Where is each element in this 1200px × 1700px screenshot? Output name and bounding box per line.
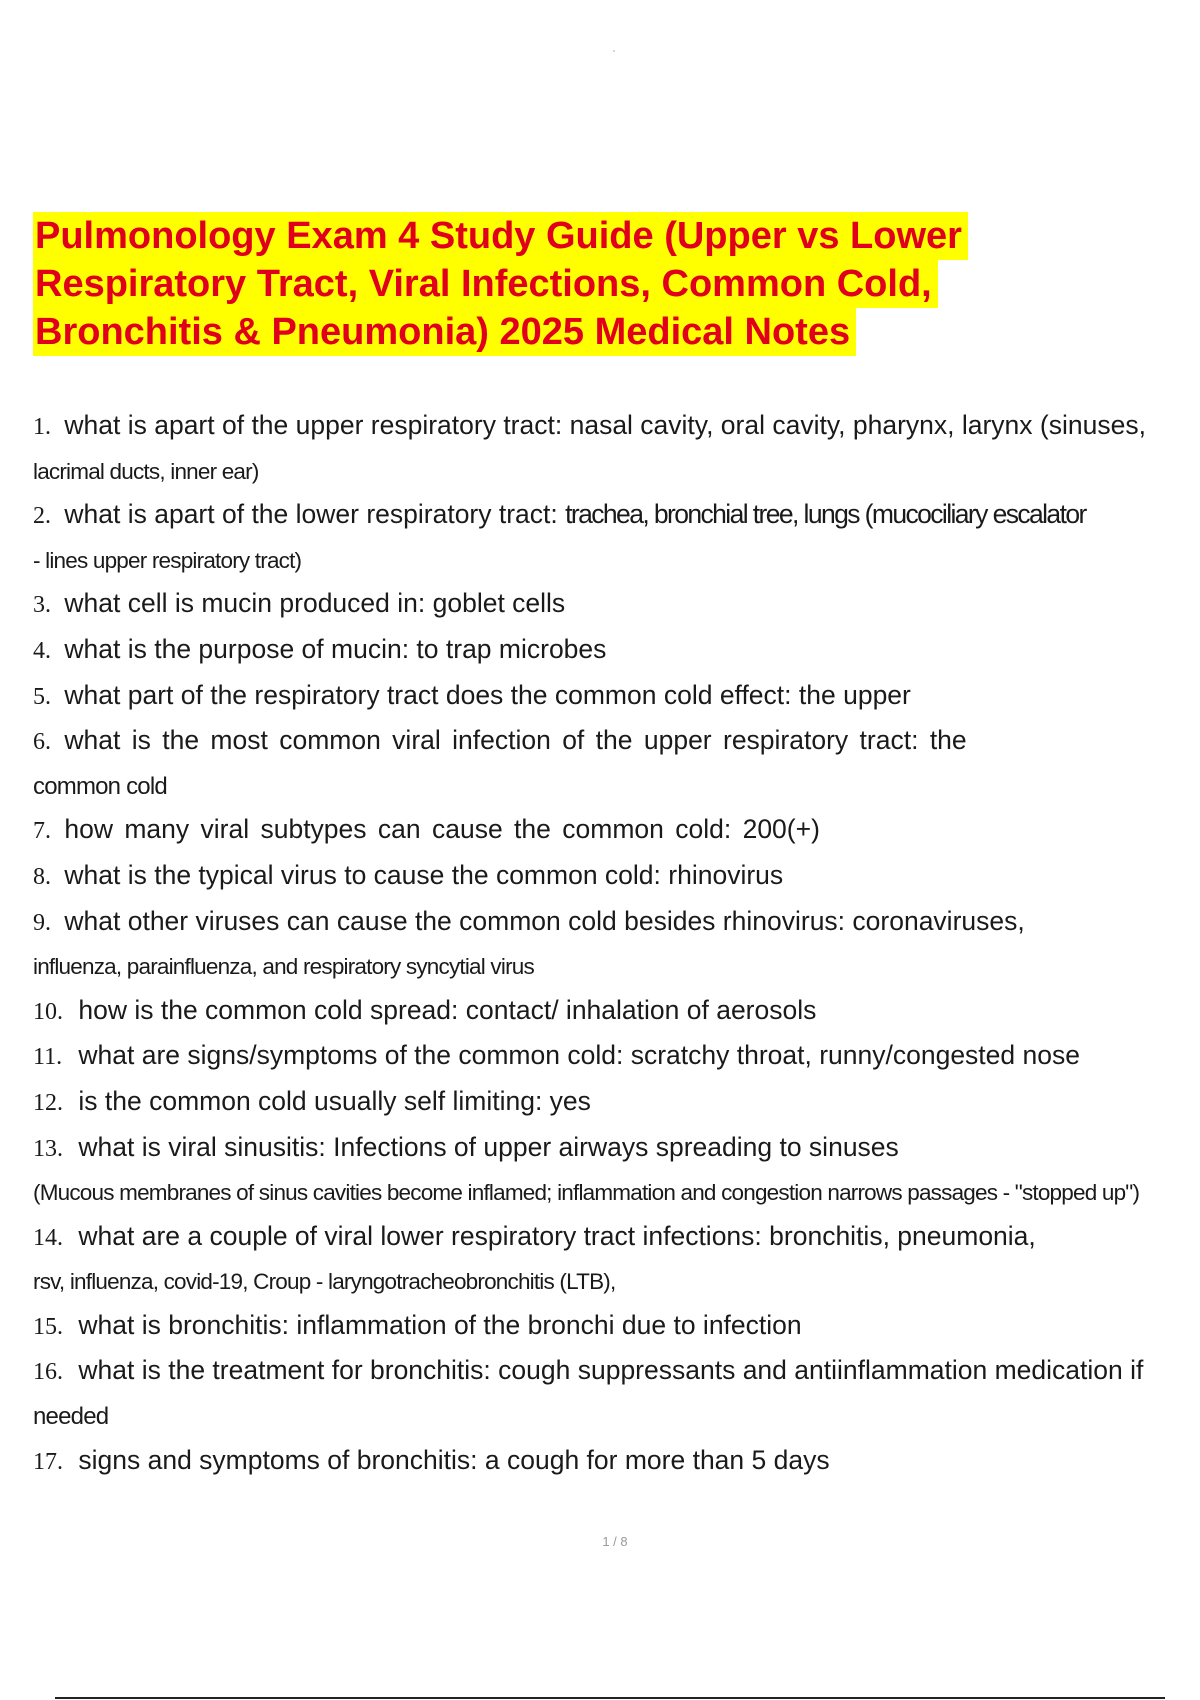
item-question: how is the common cold spread: [78, 994, 466, 1025]
item-question: what cell is mucin produced in: [64, 588, 433, 619]
list-item [33, 808, 1188, 854]
item-number: 4. [33, 637, 51, 664]
item-question: what is the purpose of mucin: [64, 633, 417, 664]
item-question: signs and symptoms of bronchitis: [78, 1444, 485, 1475]
list-item [33, 1304, 1188, 1350]
divider [55, 1697, 1165, 1699]
item-answer-continued: - lines upper respiratory tract) [33, 547, 302, 573]
item-question: what part of the respiratory tract does the common cold effect: [64, 679, 799, 710]
item-answer: to trap microbes [416, 633, 607, 664]
list-item [33, 404, 1188, 493]
item-number: 14. [33, 1224, 63, 1251]
item-answer: rhinovirus [668, 859, 784, 890]
item-answer: cough suppressants and antiinflammation medication if [498, 1355, 1144, 1386]
item-question: what is bronchitis: [78, 1309, 297, 1340]
item-question: what are signs/symptoms of the common cold: [78, 1040, 631, 1071]
title-line-1: Pulmonology Exam 4 Study Guide (Upper vs Lower [33, 212, 968, 260]
item-question: what is apart of the upper respiratory tract: [64, 410, 570, 440]
item-question: what is apart of the lower respiratory tract: [64, 499, 566, 530]
item-question: what is the treatment for bronchitis: [78, 1355, 499, 1386]
item-number: 7. [33, 818, 51, 845]
list-item [33, 674, 1188, 720]
item-number: 9. [33, 909, 51, 936]
item-answer: scratchy throat, runny/congested nose [630, 1040, 1080, 1071]
item-answer: trachea, bronchial tree, lungs (mucociliary escalator [565, 499, 1086, 530]
item-question: what is the most common viral infection of the upper respiratory tract: [64, 725, 930, 756]
item-number: 2. [33, 503, 51, 530]
item-answer: bronchitis, pneumonia, [769, 1220, 1036, 1251]
item-number: 17. [33, 1448, 63, 1475]
item-number: 8. [33, 863, 51, 890]
list-item [33, 900, 1188, 989]
item-number: 6. [33, 729, 51, 756]
list-item [33, 582, 1188, 628]
list-item [33, 1126, 1188, 1215]
item-answer-continued: needed [33, 1403, 109, 1431]
list-item [33, 719, 1188, 808]
item-number: 5. [33, 683, 51, 710]
item-question: what are a couple of viral lower respiratory tract infections: [78, 1220, 770, 1251]
item-answer: Infections of upper airways spreading to sinuses [333, 1131, 899, 1162]
item-number: 3. [33, 592, 51, 619]
list-item [33, 1349, 1188, 1438]
item-number: 13. [33, 1135, 63, 1162]
question-list [33, 404, 1188, 1484]
list-item [33, 989, 1188, 1035]
item-answer: a cough for more than 5 days [484, 1444, 830, 1475]
item-answer: yes [549, 1085, 591, 1116]
item-answer: nasal cavity, oral cavity, pharynx, larynx (sinuses, [569, 410, 1146, 440]
list-item [33, 1439, 1188, 1485]
item-answer: inflammation of the bronchi due to infection [296, 1309, 802, 1340]
item-answer-continued: common cold [33, 772, 167, 800]
list-item [33, 854, 1188, 900]
item-answer-continued: (Mucous membranes of sinus cavities become inflamed; inflammation and congestion narrows passages - "stopped up") [33, 1180, 1140, 1206]
item-question: is the common cold usually self limiting: [78, 1085, 550, 1116]
item-number: 1. [33, 414, 51, 440]
item-answer: 200(+) [742, 814, 820, 845]
item-question: what is the typical virus to cause the common cold: [64, 859, 669, 890]
item-number: 11. [33, 1044, 63, 1071]
item-answer: contact/ inhalation of aerosols [465, 994, 817, 1025]
item-question: what is viral sinusitis: [78, 1131, 334, 1162]
list-item [33, 1215, 1188, 1304]
item-question: what other viruses can cause the common cold besides rhinovirus: [64, 905, 853, 936]
list-item [33, 1080, 1188, 1126]
title-line-2: Respiratory Tract, Viral Infections, Common Cold, [33, 260, 938, 308]
document-title [33, 212, 1173, 356]
item-question: how many viral subtypes can cause the common cold: [64, 814, 743, 845]
item-answer-continued: influenza, parainfluenza, and respiratory syncytial virus [33, 954, 534, 980]
item-answer: goblet cells [432, 588, 566, 619]
list-item [33, 493, 1188, 582]
item-number: 15. [33, 1313, 63, 1340]
item-answer-continued: lacrimal ducts, inner ear) [33, 458, 259, 484]
item-number: 12. [33, 1089, 63, 1116]
list-item [33, 628, 1188, 674]
scan-mark [613, 50, 615, 52]
item-answer: the upper [798, 679, 911, 710]
item-answer: the [929, 725, 967, 756]
item-answer-continued: rsv, influenza, covid-19, Croup - laryngotracheobronchitis (LTB), [33, 1269, 616, 1295]
item-number: 16. [33, 1359, 63, 1386]
title-line-3: Bronchitis & Pneumonia) 2025 Medical Notes [33, 308, 856, 356]
page-number: 1 / 8 [602, 1534, 628, 1549]
list-item [33, 1034, 1188, 1080]
item-number: 10. [33, 998, 63, 1025]
item-answer: coronaviruses, [852, 905, 1025, 936]
